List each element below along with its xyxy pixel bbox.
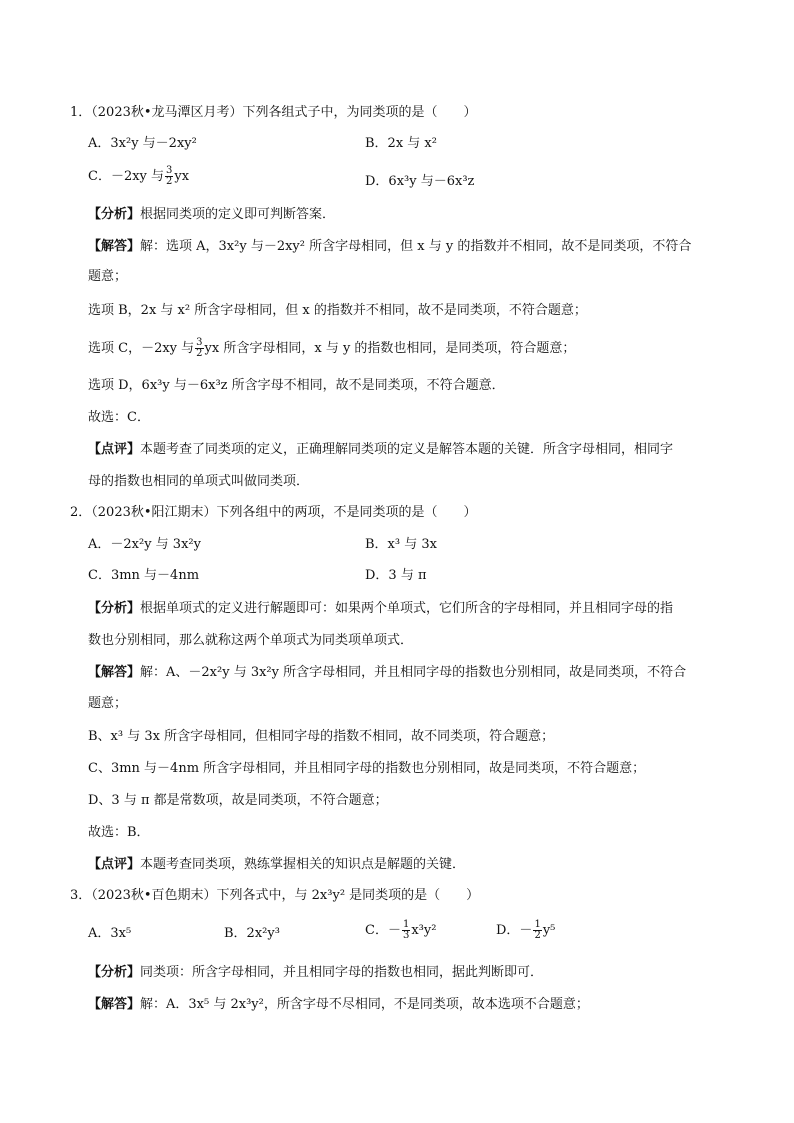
q1-solution-line-5: 选项 D，6x³y 与－6x³z 所含字母不相同，故不是同类项，不符合题意．: [88, 378, 505, 393]
q2-option-b: B．x³ 与 3x: [365, 537, 437, 552]
q2-analysis-line-2: 数也分别相同，那么就称这两个单项式为同类项单项式．: [88, 633, 414, 648]
q2-answer: 故选：B．: [88, 825, 150, 840]
q2-solution-line-4: C、3mn 与－4nm 所含字母相同，并且相同字母的指数也分别相同，故是同类项，不符合题意；: [88, 761, 646, 776]
q3-solution-line-1: 【解答】解：A．3x⁵ 与 2x³y²，所含字母不尽相同，不是同类项，故本选项不合题意；: [88, 997, 589, 1012]
q1-option-c-post: yx: [174, 169, 190, 184]
q3-option-d: D．－ $\frac{1}{2}$ y⁵: [496, 919, 556, 941]
q1-option-d: D．6x³y 与－6x³z: [365, 174, 475, 189]
q1-analysis: 【分析】根据同类项的定义即可判断答案．: [88, 207, 336, 222]
q2-analysis-line-1: 【分析】根据单项式的定义进行解题即可：如果两个单项式，它们所含的字母相同，并且相同字母的指: [88, 601, 674, 616]
q1-solution-line-4: 选项 C，－2xy 与 $\frac{3}{2}$ yx 所含字母相同，x 与 y 的指数也相同，是同类项，符合题意；: [88, 337, 576, 359]
q1-option-a: A．3x²y 与－2xy²: [88, 136, 197, 151]
q3-option-a: A．3x⁵: [88, 926, 132, 941]
q3-stem: 3．（2023秋•百色期末）下列各式中，与 2x³y² 是同类项的是（ ）: [70, 888, 480, 903]
q1-comment-line-2: 母的指数也相同的单项式叫做同类项．: [88, 474, 310, 489]
q1-solution-line-3: 选项 B，2x 与 x² 所含字母相同，但 x 的指数并不相同，故不是同类项，不符合题意；: [88, 303, 587, 318]
q1-option-c: [88, 166, 189, 187]
q3-option-d-fraction: $\frac{1}{2}$: [534, 919, 541, 941]
q2-option-a: A．－2x²y 与 3x²y: [88, 537, 201, 552]
q2-stem: 2．（2023秋•阳江期末）下列各组中的两项，不是同类项的是（ ）: [70, 505, 477, 520]
q2-solution-line-5: D、3 与 π 都是常数项，故是同类项，不符合题意；: [88, 793, 388, 808]
q1-option-c-fraction: $\frac{3}{2}$: [166, 165, 173, 187]
q1-answer: 故选：C．: [88, 410, 150, 425]
q2-comment: 【点评】本题考查同类项，熟练掌握相关的知识点是解题的关键．: [88, 857, 466, 872]
q1-solution-fraction: $\frac{3}{2}$: [196, 337, 203, 359]
q3-option-c: C．－ $\frac{1}{3}$ x³y²: [365, 919, 437, 941]
q2-solution-line-1: 【解答】解：A、－2x²y 与 3x²y 所含字母相同，并且相同字母的指数也分别相同，故是同类项，不符合: [88, 665, 687, 680]
q3-option-b: B．2x²y³: [224, 926, 280, 941]
q1-stem: 1．（2023秋•龙马潭区月考）下列各组式子中，为同类项的是（ ）: [70, 105, 477, 120]
q1-option-c-pre: C．－2xy 与: [88, 169, 165, 184]
q3-option-c-fraction: $\frac{1}{3}$: [402, 919, 410, 941]
q1-solution-line-1: 【解答】解：选项 A，3x²y 与－2xy² 所含字母相同，但 x 与 y 的指数并不相同，故不是同类项，不符合: [88, 239, 692, 254]
q1-comment-line-1: 【点评】本题考查了同类项的定义，正确理解同类项的定义是解答本题的关键．所含字母相同，相同字: [88, 442, 674, 457]
q2-option-d: D．3 与 π: [365, 568, 427, 583]
q1-option-b: B．2x 与 x²: [365, 136, 437, 151]
q1-solution-line-2: 题意；: [88, 269, 128, 284]
q2-option-c: C．3mn 与－4nm: [88, 568, 200, 583]
q2-solution-line-2: 题意；: [88, 696, 128, 711]
q2-solution-line-3: B、x³ 与 3x 所含字母相同，但相同字母的指数不相同，故不同类项，符合题意；: [88, 729, 555, 744]
q3-analysis: 【分析】同类项：所含字母相同，并且相同字母的指数也相同，据此判断即可．: [88, 965, 544, 980]
